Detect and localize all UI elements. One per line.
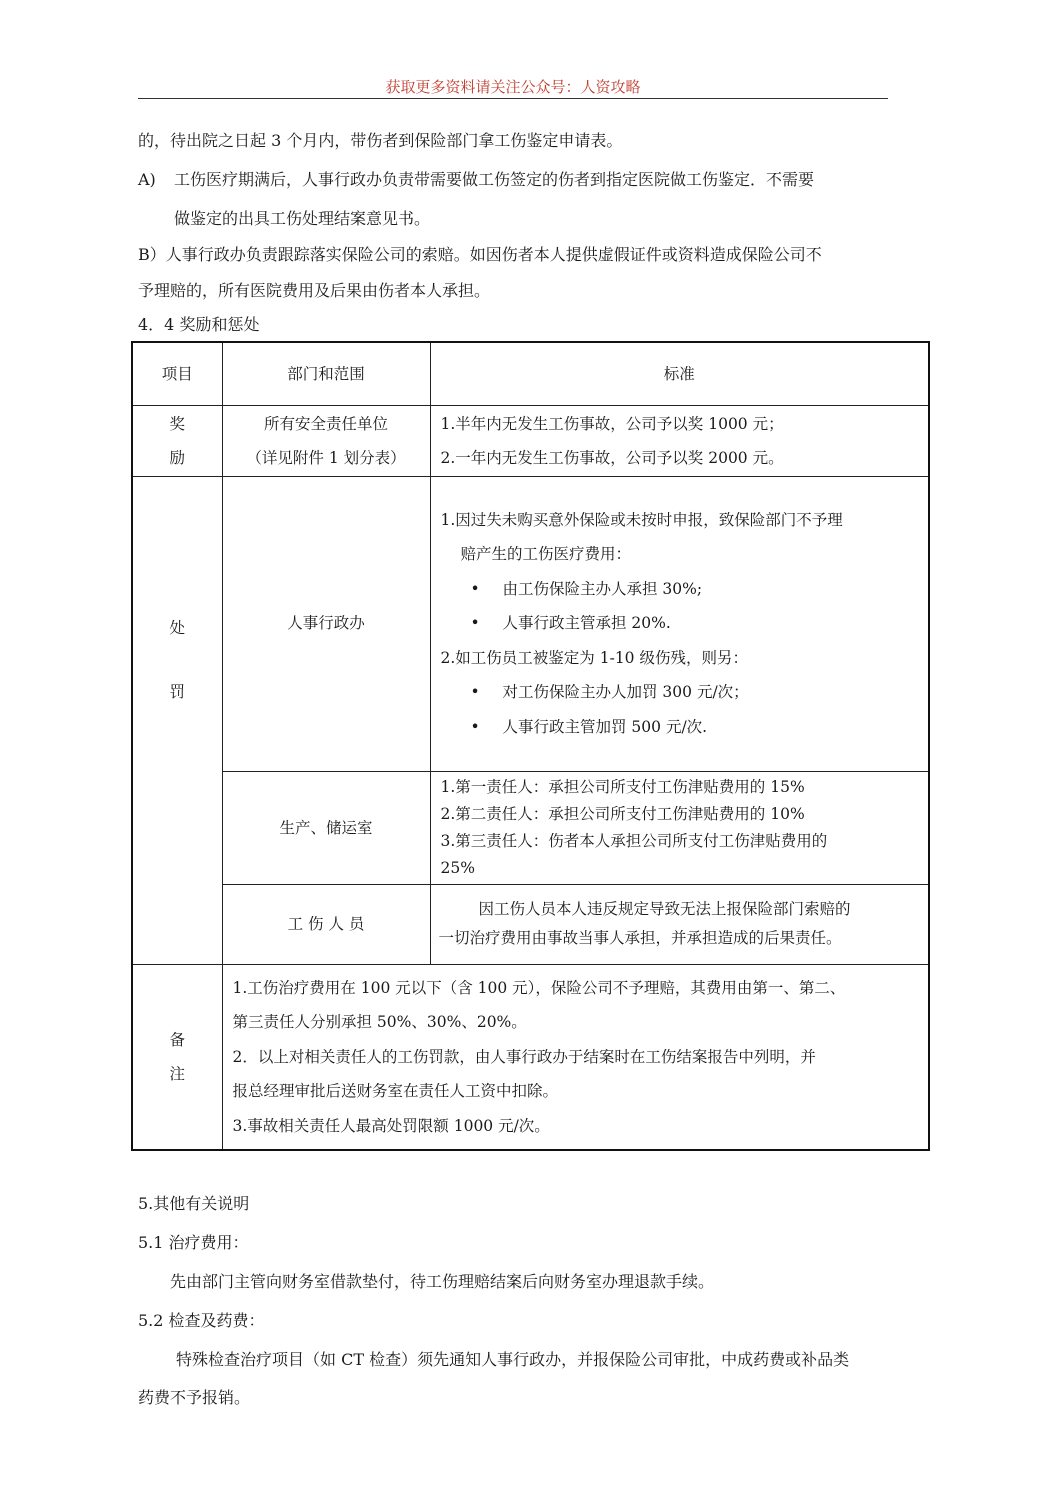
reward-item: 2.一年内无发生工伤事故，公司予以奖 2000 元。 bbox=[440, 448, 784, 467]
punish-production-dept: 生产、储运室 bbox=[222, 771, 430, 884]
punish-production-row bbox=[132, 771, 929, 884]
remarks-label: 备 注 bbox=[132, 964, 222, 1150]
header-rule bbox=[138, 98, 888, 99]
table-header-row bbox=[132, 342, 929, 405]
punish-production-standard: 1.第一责任人：承担公司所支付工伤津贴费用的 15% 2.第二责任人：承担公司所支付工伤津贴费用的 10% 3.第三责任人：伤者本人承担公司所支付工伤津贴费用的 25% bbox=[430, 771, 929, 884]
reward-punishment-table bbox=[131, 341, 930, 1151]
header-item: 项目 bbox=[132, 342, 222, 405]
punish-injured-standard: 因工伤人员本人违反规定导致无法上报保险部门索赔的 一切治疗费用由事故当事人承担，并承担造成的后果责任。 bbox=[430, 884, 929, 964]
section-5-1-heading: 5.1 治疗费用： bbox=[138, 1233, 249, 1252]
intro-line: 的，待出院之日起 3 个月内，带伤者到保险部门拿工伤鉴定申请表。 bbox=[138, 131, 623, 150]
punish-label: 处 罚 bbox=[132, 476, 222, 964]
punish-hr-dept: 人事行政办 bbox=[222, 476, 430, 771]
section-5-2-body-cont: 药费不予报销。 bbox=[138, 1388, 251, 1407]
punish-hr-standard: 1.因过失未购买意外保险或未按时申报，致保险部门不予理 赔产生的工伤医疗费用： • 由工伤保险主办人承担 30%; • 人事行政主管承担 20%. 2.如工伤员工被鉴定为 1-10 级伤残，则另： • 对工伤保险主办人加罚 300 元/次； • 人事行政主管加罚 500 元/次. bbox=[430, 476, 929, 771]
item-a-text: 工伤医疗期满后，人事行政办负责带需要做工伤签定的伤者到指定医院做工伤鉴定．不需要 bbox=[174, 170, 815, 189]
punish-hr-row bbox=[132, 476, 929, 771]
remarks-row bbox=[132, 964, 929, 1150]
reward-item: 1.半年内无发生工伤事故，公司予以奖 1000 元； bbox=[440, 414, 784, 433]
bullet-icon: • bbox=[470, 683, 480, 702]
punish-injured-row bbox=[132, 884, 929, 964]
item-a-text-cont: 做鉴定的出具工伤处理结案意见书。 bbox=[174, 209, 431, 228]
reward-dept: 所有安全责任单位 （详见附件 1 划分表） bbox=[222, 405, 430, 476]
section-5-2-body: 特殊检查治疗项目（如 CT 检查）须先通知人事行政办，并报保险公司审批，中成药费或补品类 bbox=[176, 1350, 850, 1369]
bullet-icon: • bbox=[470, 579, 480, 598]
section-5-heading: 5.其他有关说明 bbox=[138, 1194, 250, 1213]
section-4-4-heading: 4．4 奖励和惩处 bbox=[138, 315, 260, 334]
remarks-content: 1.工伤治疗费用在 100 元以下（含 100 元），保险公司不予理赔，其费用由第一、第二、 第三责任人分别承担 50%、30%、20%。 2．以上对相关责任人的工伤罚款，由人事行政办于结案时在工伤结案报告中列明，并 报总经理审批后送财务室在责任人工资中扣除。 3.事故相关责任人最高处罚限额 1000 元/次。 bbox=[222, 964, 929, 1150]
header-dept: 部门和范围 bbox=[222, 342, 430, 405]
punish-injured-dept: 工 伤 人 员 bbox=[222, 884, 430, 964]
reward-row bbox=[132, 405, 929, 476]
item-b-text-cont: 予理赔的，所有医院费用及后果由伤者本人承担。 bbox=[138, 281, 491, 300]
bullet-icon: • bbox=[470, 614, 480, 633]
item-b-text: B）人事行政办负责跟踪落实保险公司的索赔。如因伤者本人提供虚假证件或资料造成保险公司不 bbox=[138, 245, 822, 264]
bullet-icon: • bbox=[470, 717, 480, 736]
reward-standard bbox=[430, 405, 929, 476]
page-header: 获取更多资料请关注公众号：人资攻略 bbox=[385, 78, 641, 96]
reward-label: 奖 励 bbox=[132, 405, 222, 476]
item-a-label: A) bbox=[138, 170, 156, 189]
section-5-1-body: 先由部门主管向财务室借款垫付，待工伤理赔结案后向财务室办理退款手续。 bbox=[170, 1272, 715, 1291]
header-standard: 标准 bbox=[430, 342, 929, 405]
section-5-2-heading: 5.2 检查及药费： bbox=[138, 1311, 265, 1330]
